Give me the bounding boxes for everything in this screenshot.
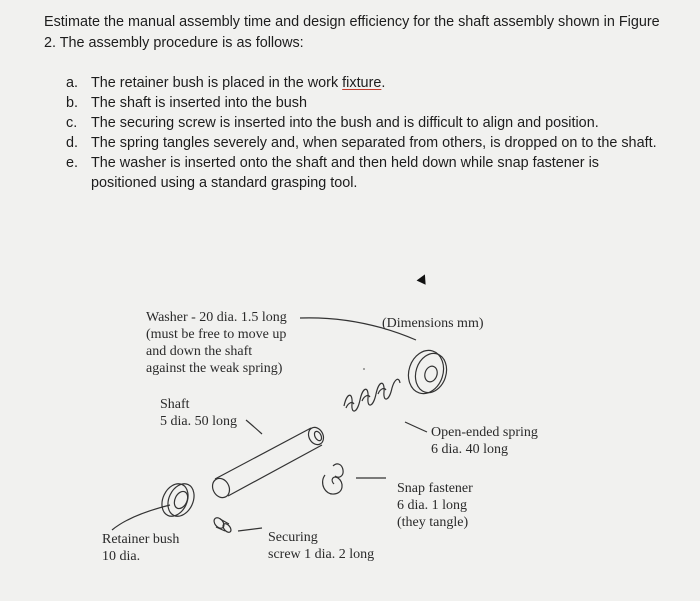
snap-fastener-drawing	[323, 464, 344, 494]
shaft-label: Shaft 5 dia. 50 long	[160, 397, 237, 429]
washer-drawing	[403, 346, 451, 398]
step-text: The retainer bush is placed in the work fixture.	[91, 75, 386, 91]
problem-intro: Estimate the manual assembly time and design efficiency for the shaft assembly shown in Figure 2. The assembly procedure is as follows:	[44, 14, 660, 51]
step-text: The shaft is inserted into the bush	[91, 95, 307, 111]
shaft-drawing	[209, 425, 326, 501]
bush-leader-line	[112, 505, 170, 530]
dust-dot	[363, 368, 365, 370]
securing-screw-drawing	[212, 516, 232, 534]
retainer-bush-drawing	[157, 480, 199, 521]
step-text: The washer is inserted onto the shaft and then held down while snap fastener is positioned using a standard grasping tool.	[91, 155, 599, 191]
spring-drawing	[344, 379, 400, 411]
step-marker: e.	[66, 155, 79, 171]
step-marker: a.	[66, 75, 79, 91]
shaft-leader-line	[246, 420, 262, 434]
washer-label: Washer - 20 dia. 1.5 long (must be free to move up and down the shaft against the weak spring)	[146, 310, 287, 376]
step-text: The spring tangles severely and, when separated from others, is dropped on to the shaft.	[91, 135, 657, 151]
step-text: The securing screw is inserted into the bush and is difficult to align and position.	[91, 115, 599, 131]
spring-label: Open-ended spring 6 dia. 40 long	[431, 425, 538, 457]
step-marker: b.	[66, 95, 79, 111]
fixture-word: fixture	[342, 75, 382, 91]
step-marker: d.	[66, 135, 79, 151]
screw-leader-line	[238, 528, 262, 531]
spring-leader-line	[405, 422, 427, 432]
snap-fastener-label: Snap fastener 6 dia. 1 long (they tangle)	[397, 481, 473, 530]
securing-screw-label: Securing screw 1 dia. 2 long	[268, 530, 375, 562]
retainer-bush-label: Retainer bush 10 dia.	[102, 532, 180, 564]
dimensions-label: (Dimensions mm)	[382, 316, 484, 331]
step-marker: c.	[66, 115, 78, 131]
